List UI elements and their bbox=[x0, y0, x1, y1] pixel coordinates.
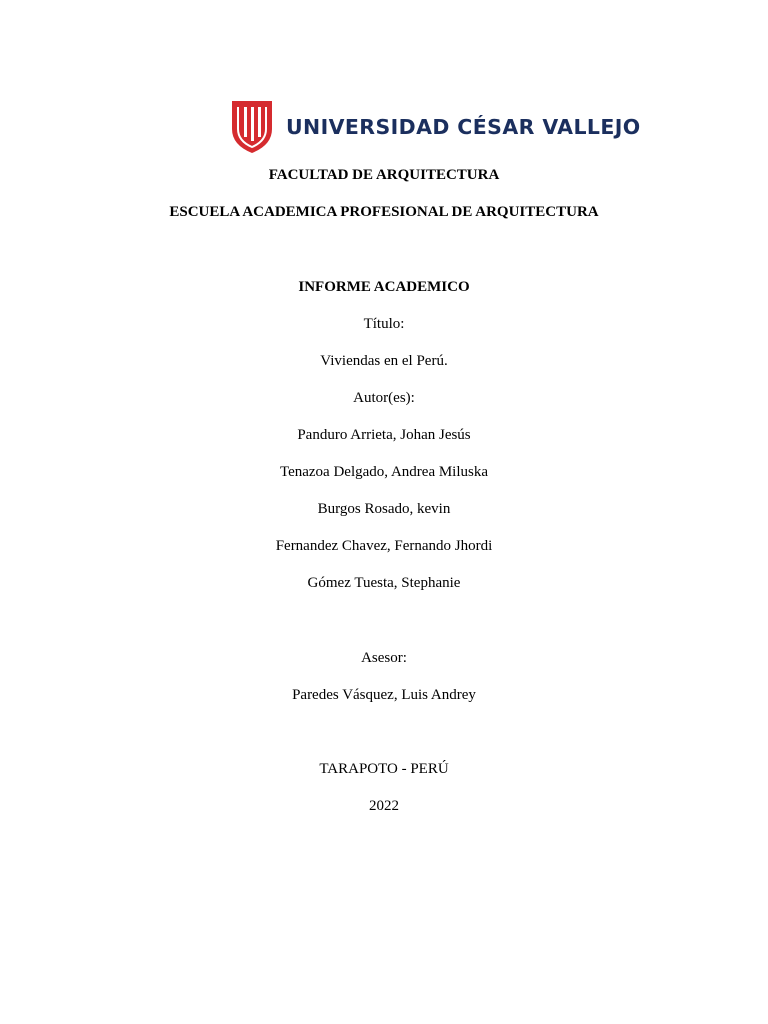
title-label: Título: bbox=[363, 316, 405, 332]
advisor-name: Paredes Vásquez, Luis Andrey bbox=[292, 687, 476, 703]
report-type: INFORME ACADEMICO bbox=[298, 279, 470, 295]
university-logo bbox=[230, 99, 641, 155]
school-heading: ESCUELA ACADEMICA PROFESIONAL DE ARQUITECTURA bbox=[169, 204, 599, 220]
year: 2022 bbox=[369, 798, 399, 814]
university-shield-icon bbox=[230, 99, 274, 155]
authors-label: Autor(es): bbox=[353, 390, 415, 406]
advisor-label: Asesor: bbox=[361, 650, 407, 666]
faculty-heading: FACULTAD DE ARQUITECTURA bbox=[268, 167, 500, 183]
author-name: Fernandez Chavez, Fernando Jhordi bbox=[275, 538, 493, 554]
location: TARAPOTO - PERÚ bbox=[319, 761, 449, 777]
author-name: Burgos Rosado, kevin bbox=[317, 501, 451, 517]
author-name: Gómez Tuesta, Stephanie bbox=[307, 575, 461, 591]
university-name: UNIVERSIDAD CÉSAR VALLEJO bbox=[286, 114, 641, 139]
author-name: Panduro Arrieta, Johan Jesús bbox=[297, 427, 471, 443]
report-title: Viviendas en el Perú. bbox=[320, 353, 448, 369]
author-name: Tenazoa Delgado, Andrea Miluska bbox=[279, 464, 489, 480]
